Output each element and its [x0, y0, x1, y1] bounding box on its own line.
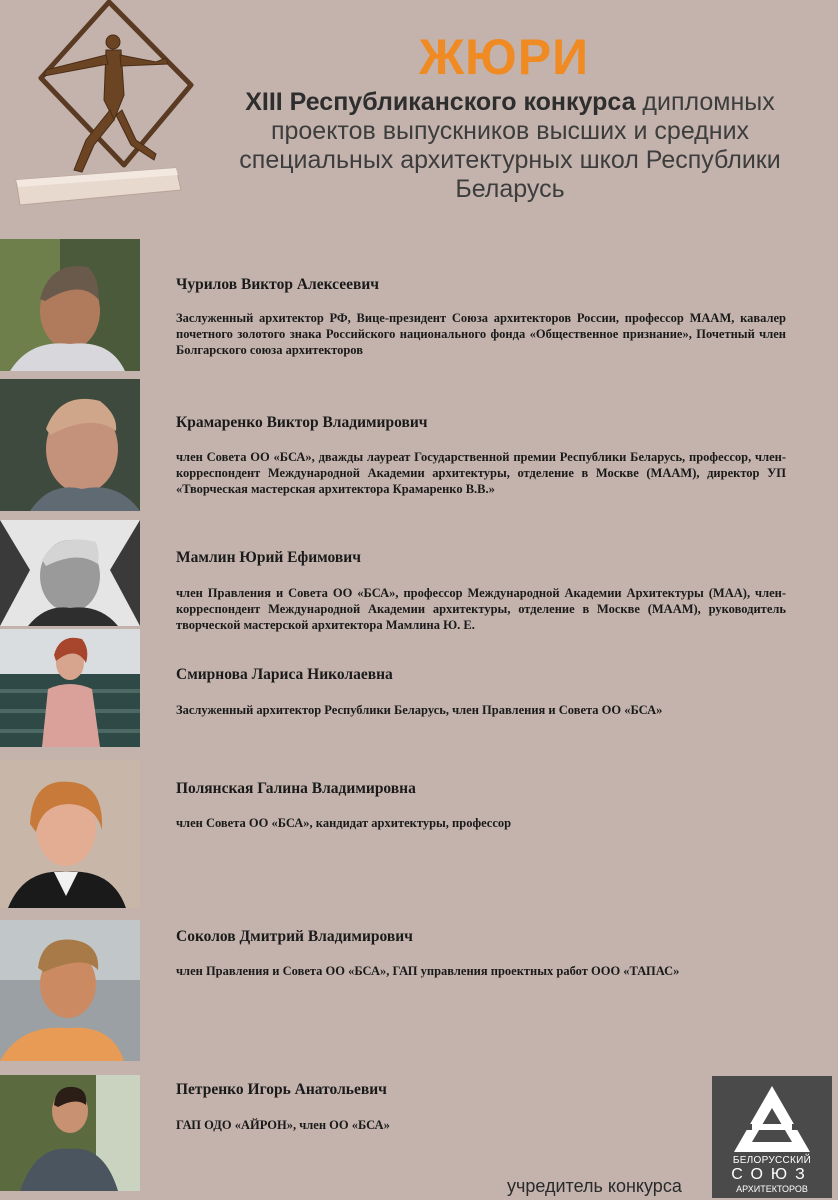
member-description: член Правления и Совета ОО «БСА», ГАП управления проектных работ ООО «ТАПАС»	[176, 964, 680, 978]
member-photo	[0, 920, 140, 1061]
member-description: ГАП ОДО «АЙРОН», член ОО «БСА»	[176, 1118, 390, 1132]
member-photo	[0, 379, 140, 511]
competition-subtitle	[210, 88, 810, 204]
member-name: Петренко Игорь Анатольевич	[176, 1081, 387, 1098]
logo-line2: СОЮЗ	[731, 1166, 813, 1183]
member-name: Смирнова Лариса Николаевна	[176, 666, 393, 683]
member-photo	[0, 239, 140, 371]
member-name: Чурилов Виктор Алексеевич	[176, 276, 380, 293]
member-photo	[0, 760, 140, 908]
member-name: Полянская Галина Владимировна	[176, 780, 416, 797]
member-description: Заслуженный архитектор РФ, Вице-президент Союза архитекторов России, профессор МААМ, кавалер почетного золотого знака Российского национального фонда «Общественное признание», Почетный член Болгарского союза архитекторов	[176, 311, 786, 357]
logo-line3: АРХИТЕКТОРОВ	[736, 1184, 808, 1194]
member-description: Заслуженный архитектор Республики Беларусь, член Правления и Совета ОО «БСА»	[176, 703, 663, 717]
member-photo	[0, 1075, 140, 1191]
subtitle-rest: дипломных проектов выпускников высших и средних специальных архитектурных школ Республики Беларусь	[239, 88, 781, 203]
jury-title: ЖЮРИ	[418, 29, 590, 85]
founder-label: учредитель конкурса	[507, 1176, 682, 1196]
member-description: член Правления и Совета ОО «БСА», профессор Международной Академии Архитектуры (МАА), член-корреспондент Международной Академии архитектуры, отделение в Москве (МААМ), руководитель творческой мастерской архитектора Мамлина Ю. Е.	[176, 586, 786, 632]
triangle-logo-icon	[712, 1080, 832, 1160]
member-description: член Совета ОО «БСА», кандидат архитектуры, профессор	[176, 816, 512, 830]
member-photo	[0, 629, 140, 747]
member-photo	[0, 520, 140, 626]
subtitle-bold: XIII Республиканского конкурса	[245, 88, 636, 116]
member-name: Мамлин Юрий Ефимович	[176, 549, 361, 566]
member-name: Соколов Дмитрий Владимирович	[176, 928, 413, 945]
logo-line1: БЕЛОРУССКИЙ	[732, 1155, 812, 1166]
member-description: член Совета ОО «БСА», дважды лауреат Государственной премии Республики Беларусь, профессор, член-корреспондент Международной Академии архитектуры, отделение в Москве (МААМ), директор УП «Творческая мастерская архитектора Крамаренко В.В.»	[176, 450, 786, 496]
bsa-logo	[712, 1076, 832, 1198]
member-name: Крамаренко Виктор Владимирович	[176, 414, 428, 431]
